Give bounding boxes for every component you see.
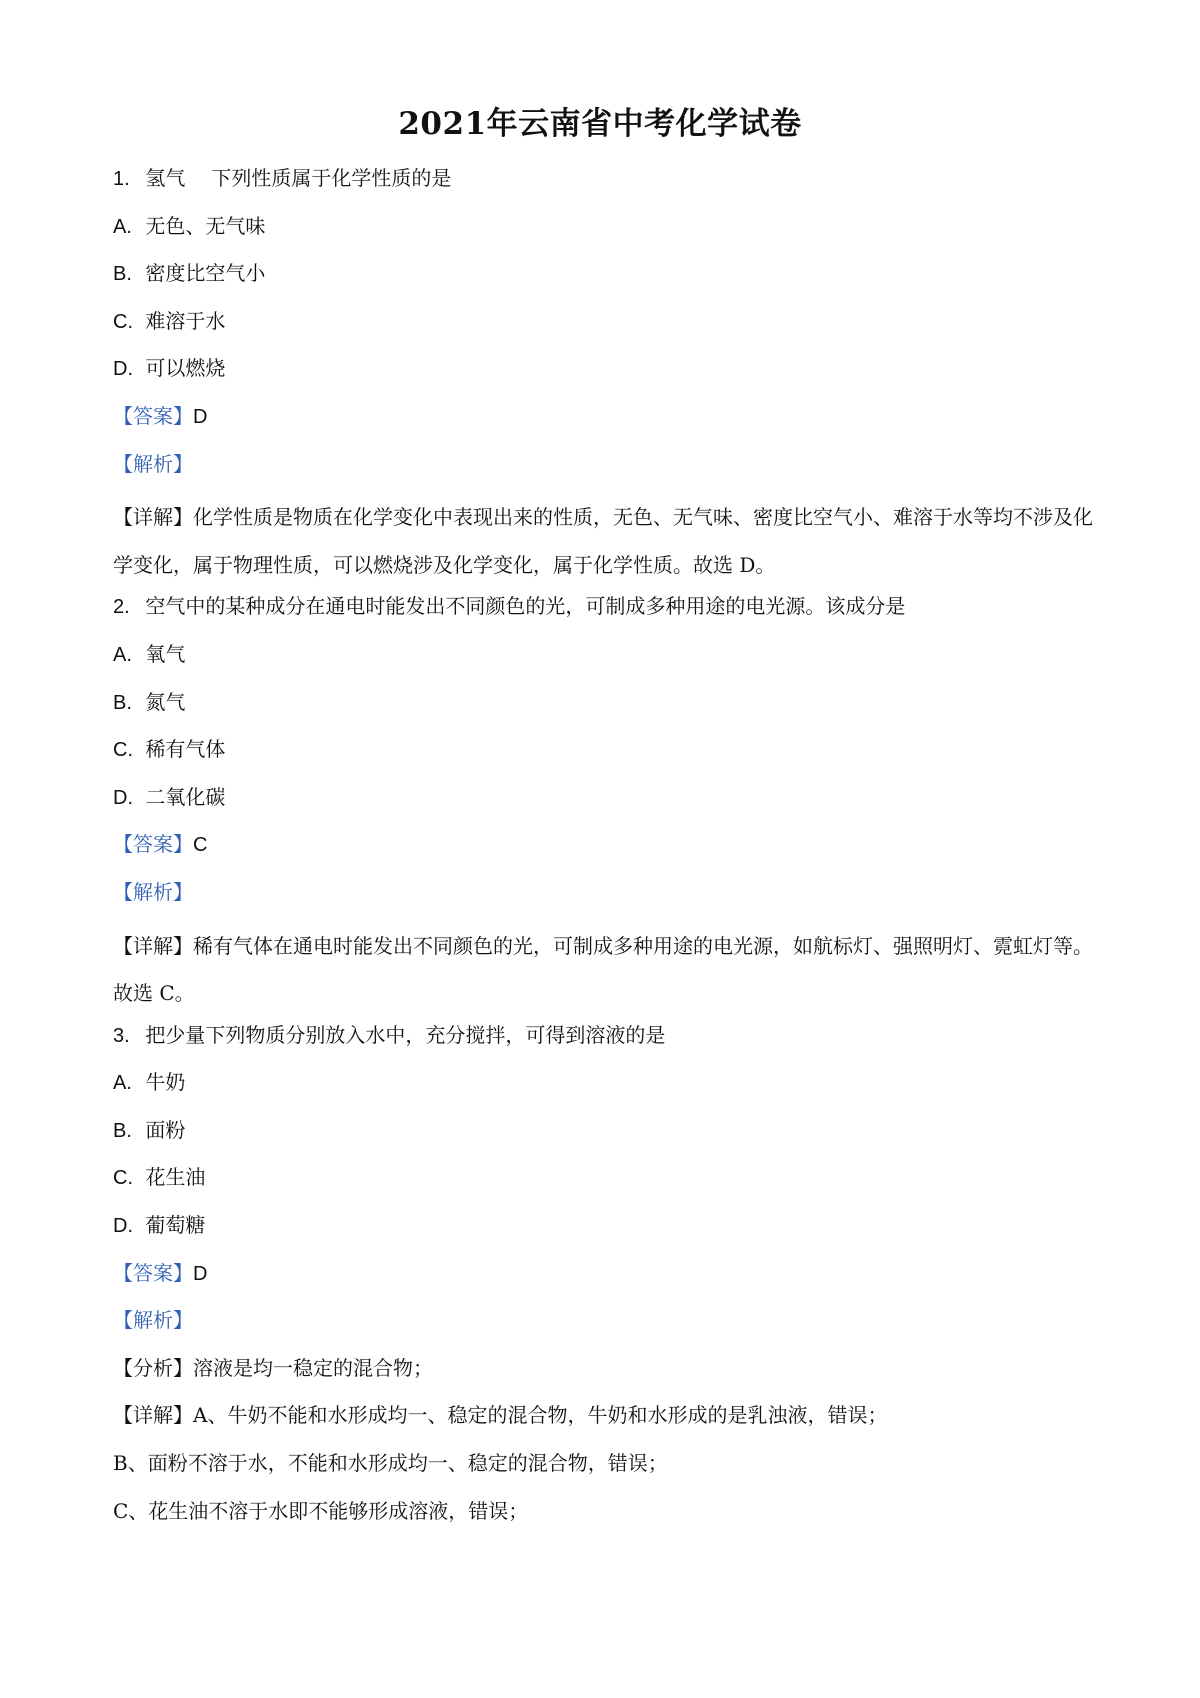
option-text: 密度比空气小 — [145, 261, 266, 286]
option-letter: B. — [113, 1119, 132, 1142]
option-c — [113, 1160, 1103, 1208]
detail-paragraph — [113, 494, 1103, 589]
option-c — [113, 732, 1103, 780]
option-letter: C. — [113, 1167, 133, 1190]
option-letter: A. — [113, 1072, 132, 1095]
option-letter: D. — [113, 358, 133, 381]
question-stem: 把少量下列物质分别放入水中，充分搅拌，可得到溶液的是 — [145, 1022, 666, 1047]
question-3-stem — [113, 1018, 1103, 1066]
option-text: 稀有气体 — [145, 737, 226, 762]
option-b — [113, 256, 1103, 304]
question-number: 3. — [113, 1024, 130, 1047]
option-letter: B. — [113, 263, 132, 286]
option-letter: A. — [113, 643, 132, 666]
analysis-line — [113, 1303, 1103, 1351]
answer-tag: 【答案】 — [113, 403, 193, 428]
detail-text: A、牛奶不能和水形成均一、稳定的混合物，牛奶和水形成的是乳浊液，错误； — [193, 1403, 888, 1428]
option-c — [113, 304, 1103, 352]
detail-text: 化学性质是物质在化学变化中表现出来的性质，无色、无气味、密度比空气小、难溶于水等均不涉及化学变化，属于物理性质，可以燃烧涉及化学变化，属于化学性质。故选 D。 — [113, 505, 1093, 577]
question-stem-prefix: 氢气 — [145, 166, 186, 190]
detail-tag: 【详解】 — [113, 1403, 193, 1428]
option-letter: B. — [113, 691, 132, 714]
analysis-line — [113, 875, 1103, 923]
analysis-line — [113, 447, 1103, 495]
option-letter: D. — [113, 786, 133, 809]
option-letter: D. — [113, 1215, 133, 1238]
option-b — [113, 685, 1103, 733]
option-text: 氧气 — [145, 641, 186, 666]
fenxi-text: 溶液是均一稳定的混合物； — [193, 1355, 433, 1380]
option-text: 花生油 — [145, 1165, 206, 1190]
answer-value: D — [193, 1262, 208, 1285]
detail-text: C、花生油不溶于水即不能够形成溶液，错误； — [113, 1498, 529, 1523]
option-a — [113, 637, 1103, 685]
option-d — [113, 351, 1103, 399]
answer-line — [113, 399, 1103, 447]
detail-tag: 【详解】 — [113, 505, 193, 530]
detail-line — [113, 1446, 1103, 1494]
option-b — [113, 1113, 1103, 1161]
detail-line — [113, 1398, 1103, 1446]
option-a — [113, 1065, 1103, 1113]
detail-tag: 【详解】 — [113, 933, 193, 958]
option-d — [113, 1208, 1103, 1256]
option-text: 二氧化碳 — [145, 784, 226, 809]
option-text: 牛奶 — [145, 1070, 186, 1095]
fenxi-tag: 【分析】 — [113, 1355, 193, 1380]
document-body — [113, 161, 1103, 1541]
option-letter: C. — [113, 310, 133, 333]
question-number: 1. — [113, 168, 130, 190]
option-a — [113, 209, 1103, 257]
document-title: 2021年云南省中考化学试卷 — [398, 106, 802, 142]
question-number: 2. — [113, 596, 130, 619]
detail-text: B、面粉不溶于水，不能和水形成均一、稳定的混合物，错误； — [113, 1451, 668, 1476]
question-stem: 下列性质属于化学性质的是 — [211, 166, 452, 190]
analysis-tag: 【解析】 — [113, 451, 193, 476]
question-2-stem — [113, 589, 1103, 637]
answer-tag: 【答案】 — [113, 832, 193, 857]
answer-line — [113, 827, 1103, 875]
analysis-tag: 【解析】 — [113, 879, 193, 904]
option-text: 可以燃烧 — [145, 356, 226, 381]
answer-value: D — [193, 405, 208, 428]
detail-text: 稀有气体在通电时能发出不同颜色的光，可制成多种用途的电光源，如航标灯、强照明灯、霓虹灯等。故选 C。 — [113, 933, 1093, 1006]
detail-paragraph — [113, 923, 1103, 1018]
question-stem: 空气中的某种成分在通电时能发出不同颜色的光，可制成多种用途的电光源。该成分是 — [145, 594, 906, 619]
answer-line — [113, 1256, 1103, 1304]
option-letter: A. — [113, 215, 132, 238]
analysis-tag: 【解析】 — [113, 1308, 193, 1333]
option-text: 难溶于水 — [145, 308, 226, 333]
answer-value: C — [193, 834, 208, 857]
fenxi-line — [113, 1351, 1103, 1399]
question-1-stem — [113, 161, 1103, 209]
option-letter: C. — [113, 739, 133, 762]
answer-tag: 【答案】 — [113, 1260, 193, 1285]
option-text: 葡萄糖 — [145, 1213, 206, 1238]
detail-line — [113, 1494, 1103, 1542]
option-text: 面粉 — [145, 1117, 186, 1142]
option-text: 无色、无气味 — [145, 213, 266, 238]
option-text: 氮气 — [145, 689, 186, 714]
option-d — [113, 780, 1103, 828]
